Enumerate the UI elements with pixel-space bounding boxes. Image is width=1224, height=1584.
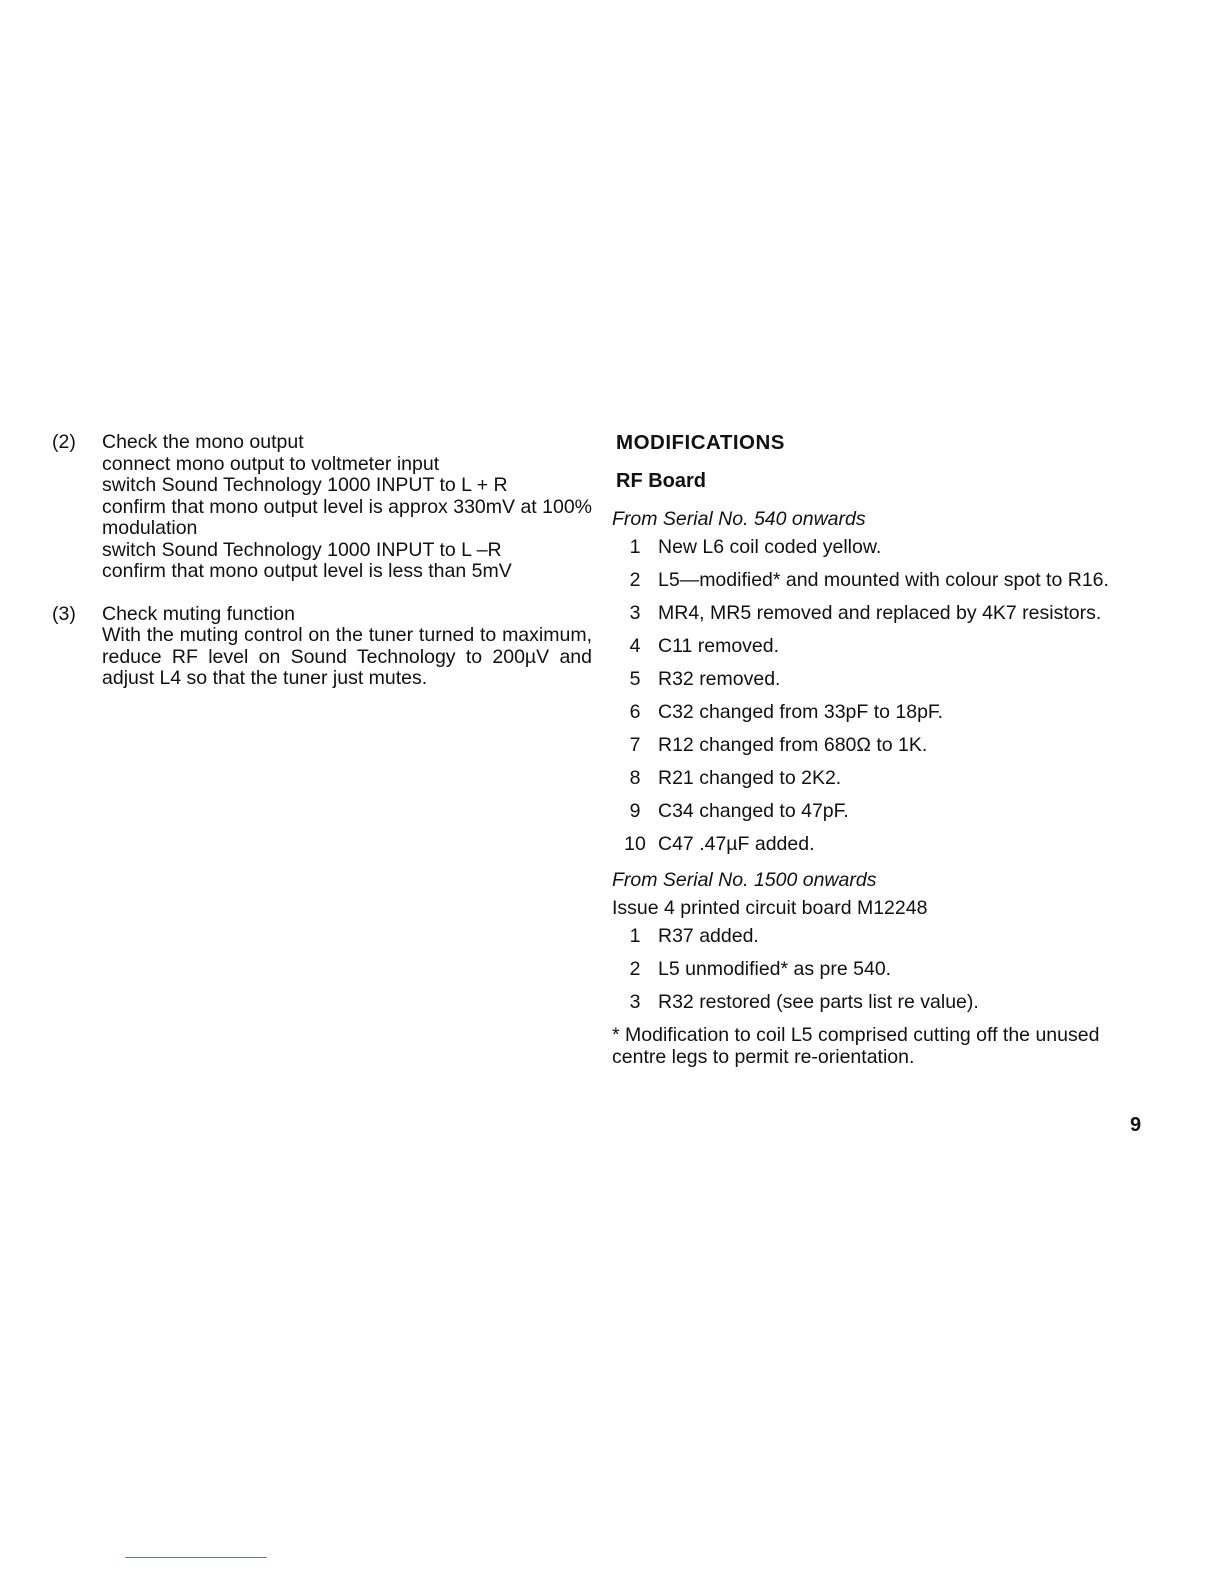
list-item — [612, 536, 1142, 558]
list-item — [612, 635, 1142, 657]
page-number: 9 — [1130, 1114, 1142, 1136]
modification-list — [612, 925, 1142, 1013]
list-item — [612, 701, 1142, 723]
modifications-column — [612, 432, 1142, 1068]
item-text: MR4, MR5 removed and replaced by 4K7 resistors. — [658, 602, 1102, 624]
list-item — [612, 991, 1142, 1013]
item-text: R21 changed to 2K2. — [658, 767, 842, 789]
section-intro: Issue 4 printed circuit board M12248 — [612, 897, 928, 919]
step-line: Check muting function — [102, 602, 295, 625]
step-line: With the muting control on the tuner turned to maximum, reduce RF level on Sound Technology to 200µV and adjust L4 so that the tuner just mutes. — [102, 624, 592, 689]
list-item — [612, 925, 1142, 947]
step-line: connect mono output to voltmeter input — [102, 452, 440, 475]
step-line: confirm that mono output level is approx 330mV at 100% modulation — [102, 495, 592, 539]
item-number: 3 — [629, 991, 641, 1013]
item-text: L5 unmodified* as pre 540. — [658, 958, 892, 980]
rf-board-subheading: RF Board — [616, 470, 706, 492]
section-title: From Serial No. 1500 onwards — [612, 869, 877, 891]
item-text: New L6 coil coded yellow. — [658, 536, 882, 558]
step-body — [102, 432, 592, 583]
modification-list — [612, 536, 1142, 855]
item-text: L5—modified* and mounted with colour spot to R16. — [658, 569, 1109, 591]
item-number: 2 — [629, 569, 641, 591]
list-item — [612, 958, 1142, 980]
item-number: 2 — [629, 958, 641, 980]
step-line: confirm that mono output level is less than 5mV — [102, 560, 512, 582]
list-item — [612, 833, 1142, 855]
item-text: C32 changed from 33pF to 18pF. — [658, 701, 944, 723]
item-number: 1 — [629, 536, 641, 558]
section-title: From Serial No. 540 onwards — [612, 508, 866, 530]
item-text: R12 changed from 680Ω to 1K. — [658, 734, 928, 756]
item-text: R32 removed. — [658, 668, 781, 690]
footnote-rule — [125, 1557, 267, 1558]
item-number: 7 — [629, 734, 641, 756]
step-line: switch Sound Technology 1000 INPUT to L + R — [102, 474, 508, 496]
item-text: C47 .47µF added. — [658, 833, 815, 855]
list-item — [612, 569, 1142, 591]
step-number: (2) — [52, 431, 76, 453]
item-text: R32 restored (see parts list re value). — [658, 991, 979, 1013]
item-number: 3 — [629, 602, 641, 624]
test-procedure-column — [52, 432, 592, 711]
modifications-heading: MODIFICATIONS — [616, 431, 785, 454]
step-line: Check the mono output — [102, 431, 304, 453]
step-muting-function — [52, 604, 592, 690]
step-mono-output — [52, 432, 592, 583]
item-number: 1 — [629, 925, 641, 947]
step-body — [102, 604, 592, 690]
item-text: R37 added. — [658, 925, 759, 947]
list-item — [612, 734, 1142, 756]
footnote: * Modification to coil L5 comprised cutting off the unused centre legs to permit re-orientation. — [612, 1024, 1100, 1068]
item-number: 6 — [629, 701, 641, 723]
step-number: (3) — [52, 602, 76, 625]
item-number: 9 — [629, 800, 641, 822]
item-number: 10 — [624, 833, 646, 855]
item-number: 5 — [629, 668, 641, 690]
list-item — [612, 800, 1142, 822]
section-serial-1500 — [612, 869, 1142, 1013]
item-text: C34 changed to 47pF. — [658, 800, 849, 822]
item-number: 8 — [629, 767, 641, 789]
item-text: C11 removed. — [658, 635, 780, 657]
list-item — [612, 767, 1142, 789]
step-line: switch Sound Technology 1000 INPUT to L –R — [102, 538, 502, 561]
item-number: 4 — [629, 635, 641, 657]
list-item — [612, 602, 1142, 624]
section-serial-540 — [612, 508, 1142, 855]
list-item — [612, 668, 1142, 690]
